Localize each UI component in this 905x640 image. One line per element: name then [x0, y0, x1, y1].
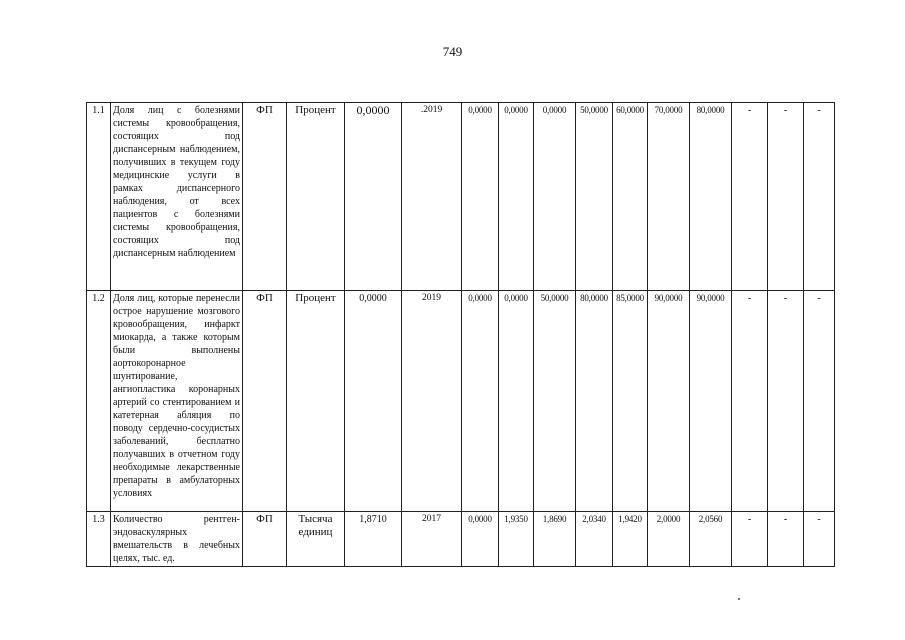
base-value: 0,0000 [345, 103, 402, 291]
empty-value: - [732, 291, 768, 512]
empty-value: - [768, 103, 804, 291]
target-value: 50,0000 [534, 291, 576, 512]
base-value: 1,8710 [345, 512, 402, 567]
indicator-source: ФП [243, 291, 287, 512]
target-value: 2,0560 [690, 512, 732, 567]
target-value: 0,0000 [499, 291, 534, 512]
empty-value: - [804, 291, 835, 512]
target-value: 2,0340 [576, 512, 613, 567]
target-value: 80,0000 [576, 291, 613, 512]
target-value: 85,0000 [613, 291, 648, 512]
indicator-description: Доля лиц, которые перенесли острое нарушение мозгового кровообращения, инфаркт миокарда, а также которым были выполнены аортокоронарное шунтирование, ангиопластика коронарных артерий со стентированием и катетерная абляция по поводу сердечно-сосудистых заболеваний, бесплатно получавших в отчетном году необходимые лекарственные препараты в амбулаторных условиях [111, 291, 243, 512]
target-value: 0,0000 [499, 103, 534, 291]
target-value: 0,0000 [462, 103, 499, 291]
target-value: 70,0000 [648, 103, 690, 291]
empty-value: - [804, 512, 835, 567]
empty-value: - [768, 291, 804, 512]
target-value: 0,0000 [462, 512, 499, 567]
table-row [87, 512, 835, 567]
target-value: 80,0000 [690, 103, 732, 291]
page-number: 749 [442, 44, 463, 59]
indicator-unit: Процент [287, 291, 345, 512]
indicator-description: Доля лиц с болезнями системы кровообращения, состоящих под диспансерным наблюдением, получивших в текущем году медицинские услуги в рамках диспансерного наблюдения, от всех пациентов с болезнями системы кровообращения, состоящих под диспансерным наблюдением [111, 103, 243, 291]
indicator-description: Количество рентген-эндоваскулярных вмешательств в лечебных целях, тыс. ед. [111, 512, 243, 567]
target-value: 1,9420 [613, 512, 648, 567]
target-value: 1,9350 [499, 512, 534, 567]
base-value: 0,0000 [345, 291, 402, 512]
indicator-source: ФП [243, 512, 287, 567]
indicator-unit: Процент [287, 103, 345, 291]
indicator-source: ФП [243, 103, 287, 291]
table-row [87, 103, 835, 291]
target-value: 90,0000 [648, 291, 690, 512]
target-value: 90,0000 [690, 291, 732, 512]
base-year: 2019 [402, 291, 462, 512]
row-number: 1.3 [87, 512, 111, 567]
target-value: 2,0000 [648, 512, 690, 567]
empty-value: - [732, 512, 768, 567]
base-year: 2017 [402, 512, 462, 567]
target-value: 60,0000 [613, 103, 648, 291]
target-value: 50,0000 [576, 103, 613, 291]
indicator-unit: Тысяча единиц [287, 512, 345, 567]
row-number: 1.1 [87, 103, 111, 291]
empty-value: - [768, 512, 804, 567]
indicators-table [86, 102, 835, 567]
target-value: 1,8690 [534, 512, 576, 567]
empty-value: - [732, 103, 768, 291]
target-value: 0,0000 [462, 291, 499, 512]
row-number: 1.2 [87, 291, 111, 512]
target-value: 0,0000 [534, 103, 576, 291]
base-year: .2019 [402, 103, 462, 291]
empty-value: - [804, 103, 835, 291]
scan-speck [738, 598, 740, 600]
table-row [87, 291, 835, 512]
